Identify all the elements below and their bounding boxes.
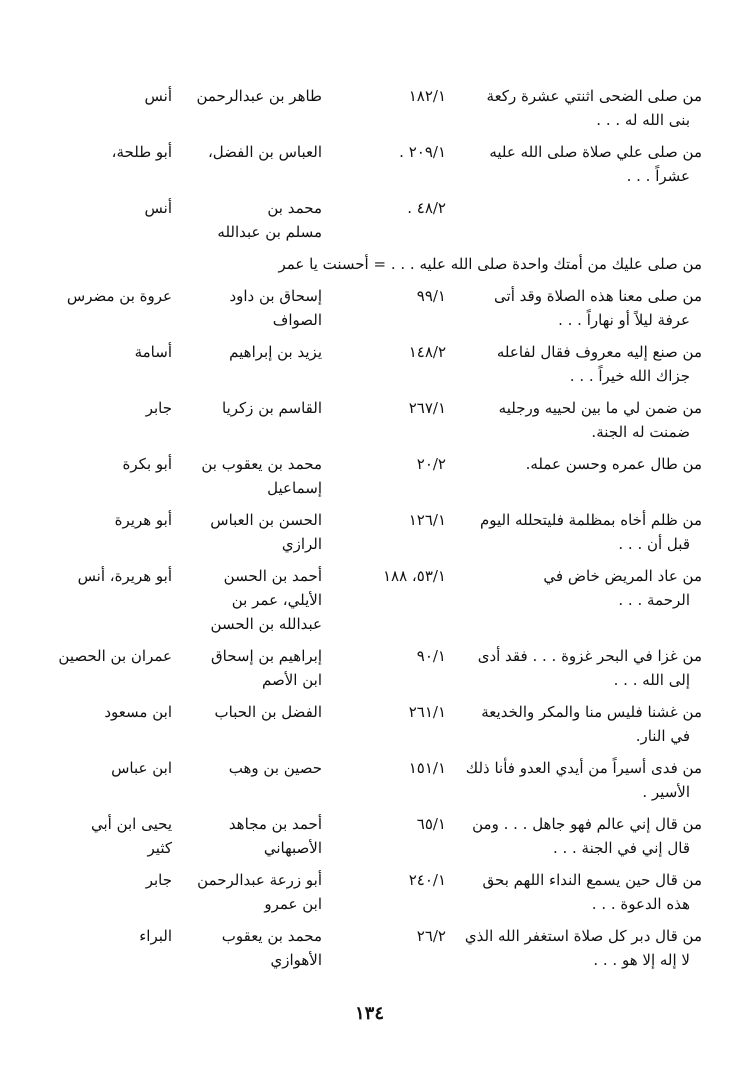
hadith-text-line: من قال إني عالم فهو جاهل . . . ومن (472, 815, 702, 833)
narrator (192, 140, 322, 164)
volume-page-ref-line: ٢٤٠/١ (408, 871, 446, 889)
narrator-line: يزيد بن إبراهيم (229, 343, 322, 361)
volume-page-ref-line: ٢٦٧/١ (408, 399, 446, 417)
companion (57, 812, 172, 860)
hadith-text-line: عرفة ليلاً أو نهاراً . . . (558, 311, 690, 329)
volume-page-ref-line: ١٢٦/١ (408, 511, 446, 529)
narrator (192, 340, 322, 364)
companion-line: يحيى ابن أبي (90, 815, 172, 833)
companion-line: جابر (145, 399, 172, 417)
volume-page-ref (360, 564, 446, 588)
hadith-text-line: ضمنت له الجنة. (591, 423, 690, 441)
narrator-line: العباس بن الفضل، (207, 143, 322, 161)
hadith-text-line: من صلى علي صلاة صلى الله عليه (489, 143, 702, 161)
companion (57, 452, 172, 476)
volume-page-ref-line: ١٤٨/٢ (408, 343, 446, 361)
companion (57, 508, 172, 532)
companion (57, 140, 172, 164)
hadith-text-line: عشراً . . . (626, 167, 690, 185)
narrator-line: الصواف (272, 311, 322, 329)
narrator-line: الرازي (281, 535, 322, 553)
narrator-line: الحسن بن العباس (210, 511, 322, 529)
companion-line: كثير (147, 839, 172, 857)
narrator-line: عبدالله بن الحسن (210, 615, 322, 633)
hadith-text-line: قبل أن . . . (618, 535, 690, 553)
companion-line: البراء (139, 927, 172, 945)
hadith-text-line: من عاد المريض خاض في (543, 567, 702, 585)
index-entry (62, 700, 702, 748)
hadith-text (457, 452, 702, 476)
hadith-text (457, 700, 702, 748)
hadith-text-line: من غشنا فليس منا والمكر والخديعة (481, 703, 702, 721)
volume-page-ref-line: ١٥١/١ (408, 759, 446, 777)
hadith-text (457, 564, 702, 612)
volume-page-ref (360, 84, 446, 108)
narrator-line: ابن الأصم (262, 671, 322, 689)
narrator-line: الفضل بن الحباب (214, 703, 322, 721)
hadith-text-line: هذه الدعوة . . . (591, 895, 690, 913)
narrator (192, 924, 322, 972)
index-entry (62, 84, 702, 132)
companion (57, 700, 172, 724)
narrator-line: محمد بن يعقوب (221, 927, 322, 945)
narrator-line: محمد بن يعقوب بن (201, 455, 322, 473)
volume-page-ref (360, 924, 446, 948)
hadith-text (457, 812, 702, 860)
volume-page-ref (360, 340, 446, 364)
index-entry (62, 812, 702, 860)
index-entry (62, 508, 702, 556)
volume-page-ref (360, 644, 446, 668)
volume-page-ref-line: ٢٦١/١ (408, 703, 446, 721)
hadith-text-line: إلى الله . . . (613, 671, 690, 689)
companion-line: أنس (144, 199, 172, 217)
hadith-text (457, 284, 702, 332)
volume-page-ref (360, 756, 446, 780)
index-entry (62, 756, 702, 804)
narrator-line: الأيلي، عمر بن (231, 591, 322, 609)
volume-page-ref (360, 868, 446, 892)
volume-page-ref-line: ٢٠٩/١ . (399, 143, 446, 161)
volume-page-ref (360, 196, 446, 220)
narrator-line: إسماعيل (267, 479, 322, 497)
hadith-text-line: من صلى الضحى اثنتي عشرة ركعة (486, 87, 702, 105)
index-entry (62, 340, 702, 388)
index-entry (62, 284, 702, 332)
cross-reference-row (62, 252, 702, 276)
companion (57, 644, 172, 668)
narrator-line: حصين بن وهب (228, 759, 322, 777)
companion-line: جابر (145, 871, 172, 889)
hadith-text-line: في النار. (635, 727, 690, 745)
volume-page-ref (360, 284, 446, 308)
narrator (192, 452, 322, 500)
volume-page-ref (360, 396, 446, 420)
volume-page-ref-line: ٤٨/٢ . (407, 199, 446, 217)
narrator (192, 644, 322, 692)
hadith-text-line: من ضمن لي ما بين لحييه ورجليه (498, 399, 702, 417)
narrator (192, 84, 322, 108)
narrator (192, 812, 322, 860)
volume-page-ref (360, 452, 446, 476)
index-entry (58, 644, 702, 692)
companion-line: أبو هريرة، أنس (77, 567, 172, 585)
index-entry (62, 140, 702, 188)
cross-reference: من صلى عليك من أمتك واحدة صلى الله عليه . . . = أحسنت يا عمر (278, 255, 702, 273)
volume-page-ref-line: ٢٠/٢ (416, 455, 446, 473)
companion (57, 84, 172, 108)
volume-page-ref-line: ١٨٢/١ (408, 87, 446, 105)
companion-line: أسامة (134, 343, 172, 361)
narrator-line: القاسم بن زكريا (222, 399, 322, 417)
companion (57, 868, 172, 892)
companion (57, 924, 172, 948)
index-entry (62, 868, 702, 916)
hadith-text-line: من صنع إليه معروف فقال لفاعله (496, 343, 702, 361)
narrator (192, 756, 322, 780)
companion (57, 284, 172, 308)
hadith-text-line: لا إله إلا هو . . . (593, 951, 690, 969)
hadith-text (457, 644, 702, 692)
hadith-text-line: من فدى أسيراً من أيدي العدو فأنا ذلك (465, 759, 702, 777)
index-entry (62, 564, 702, 636)
hadith-text-line: الرحمة . . . (618, 591, 690, 609)
companion-line: ابن عباس (111, 759, 172, 777)
companion-line: أبو هريرة (114, 511, 172, 529)
narrator (192, 508, 322, 556)
hadith-text-line: بنى الله له . . . (596, 111, 690, 129)
hadith-text (457, 924, 702, 972)
volume-page-ref-line: ٥٣/١، ١٨٨ (382, 567, 446, 585)
narrator-line: الأصبهاني (263, 839, 322, 857)
narrator (192, 564, 322, 636)
volume-page-ref-line: ٦٥/١ (416, 815, 446, 833)
hadith-text (457, 756, 702, 804)
companion (57, 396, 172, 420)
companion-line: أبو بكرة (122, 455, 172, 473)
narrator-line: أبو زرعة عبدالرحمن (197, 871, 322, 889)
companion (57, 756, 172, 780)
narrator (192, 700, 322, 724)
narrator-line: مسلم بن عبدالله (217, 223, 322, 241)
companion (57, 340, 172, 364)
narrator-line: ابن عمرو (264, 895, 322, 913)
hadith-text-line: من طال عمره وحسن عمله. (525, 455, 702, 473)
companion (57, 564, 172, 588)
companion-line: أبو طلحة، (111, 143, 172, 161)
volume-page-ref-line: ٩٩/١ (416, 287, 446, 305)
narrator-line: إسحاق بن داود (229, 287, 322, 305)
companion-line: عمران بن الحصين (58, 647, 172, 665)
volume-page-ref (360, 700, 446, 724)
index-entry (62, 196, 702, 244)
volume-page-ref (360, 140, 446, 164)
narrator (192, 868, 322, 916)
narrator-line: أحمد بن مجاهد (228, 815, 322, 833)
hadith-text-line: من صلى معنا هذه الصلاة وقد أتى (494, 287, 702, 305)
hadith-text-line: من ظلم أخاه بمظلمة فليتحلله اليوم (479, 511, 702, 529)
page-number: ١٣٤ (354, 1003, 384, 1024)
volume-page-ref-line: ٢٦/٢ (416, 927, 446, 945)
hadith-text (457, 868, 702, 916)
hadith-text (457, 84, 702, 132)
hadith-text (457, 140, 702, 188)
hadith-text-line: من غزا في البحر غزوة . . . فقد أدى (477, 647, 702, 665)
index-entry (62, 452, 702, 500)
hadith-text-line: من قال دبر كل صلاة استغفر الله الذي (464, 927, 702, 945)
narrator (192, 284, 322, 332)
volume-page-ref (360, 812, 446, 836)
narrator-line: محمد بن (267, 199, 322, 217)
index-entry (62, 396, 702, 444)
companion (57, 196, 172, 220)
narrator (192, 196, 322, 244)
hadith-text-line: جزاك الله خيراً . . . (569, 367, 690, 385)
hadith-text-line: الأسير . (642, 783, 690, 801)
hadith-text-line: قال إني في الجنة . . . (552, 839, 690, 857)
companion-line: ابن مسعود (104, 703, 172, 721)
index-entry (62, 924, 702, 972)
companion-line: عروة بن مضرس (66, 287, 172, 305)
hadith-text (457, 508, 702, 556)
hadith-text (457, 396, 702, 444)
companion-line: أنس (144, 87, 172, 105)
index-table (58, 84, 702, 980)
narrator (192, 396, 322, 420)
narrator-line: طاهر بن عبدالرحمن (196, 87, 322, 105)
volume-page-ref-line: ٩٠/١ (416, 647, 446, 665)
hadith-text (457, 340, 702, 388)
volume-page-ref (360, 508, 446, 532)
narrator-line: الأهوازي (270, 951, 322, 969)
narrator-line: أحمد بن الحسن (223, 567, 322, 585)
narrator-line: إبراهيم بن إسحاق (211, 647, 322, 665)
hadith-text-line: من قال حين يسمع النداء اللهم بحق (482, 871, 702, 889)
